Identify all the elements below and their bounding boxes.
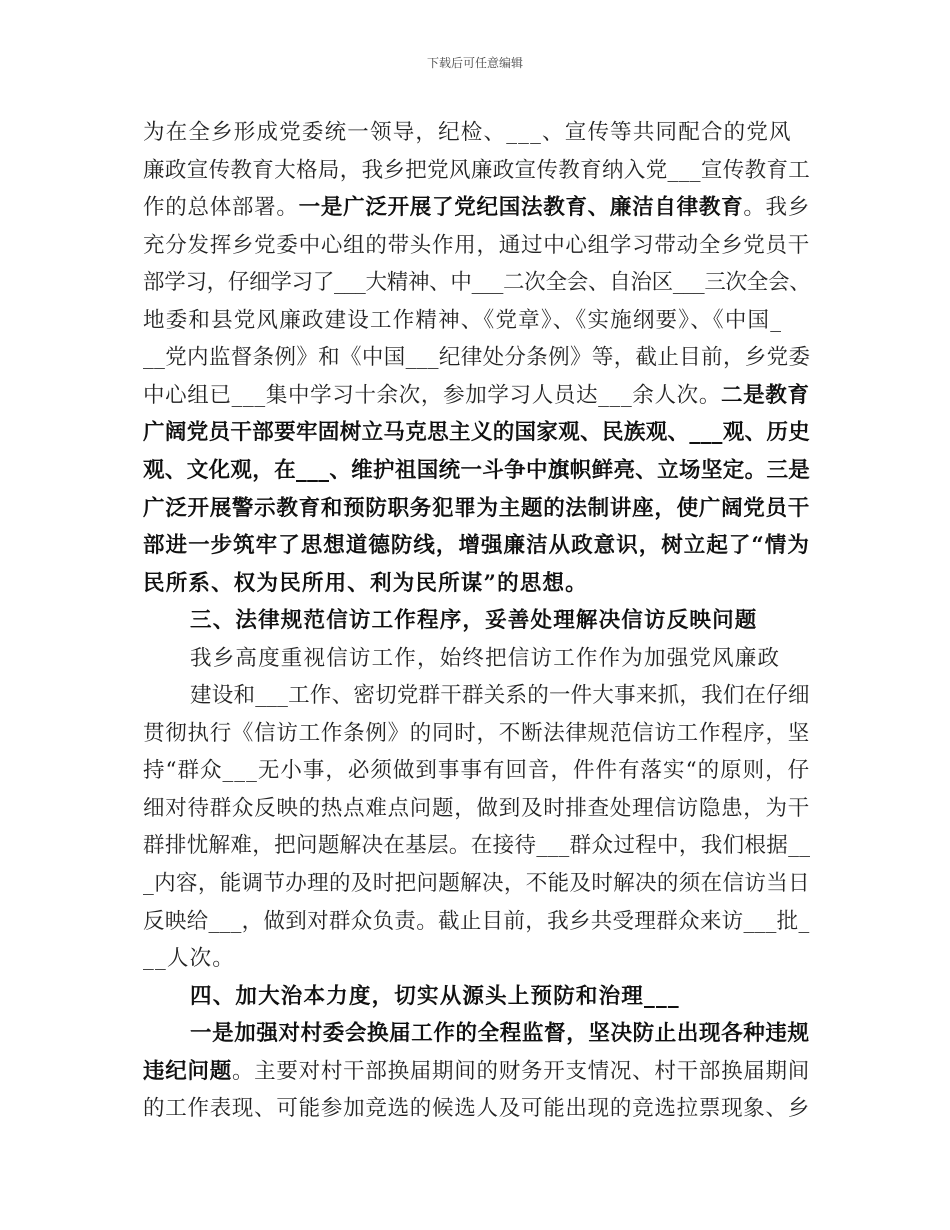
text-segment: _内容，能调节办理的及时把问题解决，不能及时解决的须在信访当日 (143, 871, 810, 896)
text-segment: 违纪问题 (143, 1058, 232, 1084)
text-segment: 反映给___，做到对群众负责。截止目前，我乡共受理群众来访___批_ (143, 908, 810, 934)
text-segment: 广阔党员干部要牢固树立马克思主义的国家观、民族观、___观、历史 (143, 420, 811, 446)
text-line (143, 791, 810, 822)
text-line (143, 415, 810, 446)
text-line (190, 678, 810, 709)
page-header: 下载后可任意编辑 (426, 56, 523, 70)
text-segment: 四、加大治本力度，切实从源头上预防和治理___ (190, 983, 680, 1009)
text-line (143, 866, 810, 897)
text-line (143, 190, 810, 221)
text-segment: 为在全乡形成党委统一领导，纪检、___、宣传等共同配合的党风 (143, 120, 792, 145)
text-line (143, 1091, 810, 1122)
text-segment: 建设和___工作、密切党群干群关系的一件大事来抓，我们在仔细 (190, 683, 810, 709)
text-segment: 细对待群众反映的热点难点问题，做到及时排查处理信访隐患，为干 (143, 795, 811, 821)
text-segment: 地委和县党风廉政建设工作精神、《党章》、《实施纲要》、《中国_ (143, 307, 783, 333)
text-segment: 我乡高度重视信访工作，始终把信访工作作为加强党风廉政 (190, 645, 781, 671)
text-line (143, 753, 810, 784)
text-line (143, 453, 810, 484)
text-segment: 部进一步筑牢了思想道德防线，增强廉洁从政意识，树立起了“情为 (143, 533, 810, 559)
text-segment: 充分发挥乡党委中心组的带头作用，通过中心组学习带动全乡党员干 (143, 232, 811, 258)
text-line (143, 340, 810, 371)
text-segment: 广泛开展警示教育和预防职务犯罪为主题的法制讲座，使广阔党员干 (143, 495, 811, 521)
text-segment: __人次。 (143, 946, 236, 972)
text-line (143, 265, 810, 296)
text-segment: 持“群众___无小事，必须做到事事有回音，件件有落实“的原则，仔 (143, 758, 811, 784)
text-segment: 二是教育 (720, 382, 810, 408)
text-line (190, 641, 780, 672)
text-line (190, 979, 680, 1010)
text-line (143, 904, 810, 935)
text-line (143, 716, 810, 747)
text-segment: 贯彻执行《信访工作条例》的同时，不断法律规范信访工作程序，坚 (143, 720, 811, 746)
text-line (143, 153, 810, 184)
text-line (143, 941, 235, 972)
text-segment: 部学习，仔细学习了___大精神、中___二次全会、自治区___三次全会、 (143, 270, 811, 296)
text-segment: 作的总体部署。 (143, 195, 299, 221)
text-line (190, 603, 758, 634)
text-segment: 。我乡 (743, 195, 811, 221)
text-line (190, 1016, 810, 1047)
text-line (143, 528, 810, 559)
text-line (143, 115, 792, 146)
text-segment: __党内监督条例》和《中国___纪律处分条例》等，截止目前，乡党委 (143, 345, 811, 371)
text-line (143, 303, 782, 334)
text-line (143, 491, 810, 522)
text-line (143, 378, 810, 409)
text-segment: 群排忧解难，把问题解决在基层。在接待___群众过程中，我们根据__ (143, 833, 811, 859)
text-segment: 一是加强对村委会换届工作的全程监督，坚决防止出现各种违规 (190, 1021, 810, 1047)
text-line (143, 1054, 810, 1085)
text-segment: 的工作表现、可能参加竞选的候选人及可能出现的竞选拉票现象、乡 (143, 1096, 811, 1122)
text-segment: 廉政宣传教育大格局，我乡把党风廉政宣传教育纳入党___宣传教育工 (143, 157, 811, 183)
text-line (143, 566, 588, 597)
text-line (143, 828, 810, 859)
text-segment: 。主要对村干部换届期间的财务开支情况、村干部换届期间 (231, 1058, 811, 1084)
text-segment: 一是广泛开展了党纪国法教育、廉洁自律教育 (298, 195, 744, 221)
text-segment: 民所系、权为民所用、利为民所谋”的思想。 (143, 570, 588, 596)
text-segment: 中心组已___集中学习十余次，参加学习人员达___余人次。 (143, 382, 721, 408)
text-segment: 观、文化观，在___、维护祖国统一斗争中旗帜鲜亮、立场坚定。三是 (143, 457, 811, 483)
text-line (143, 228, 810, 259)
text-segment: 三、法律规范信访工作程序，妥善处理解决信访反映问题 (190, 608, 758, 634)
